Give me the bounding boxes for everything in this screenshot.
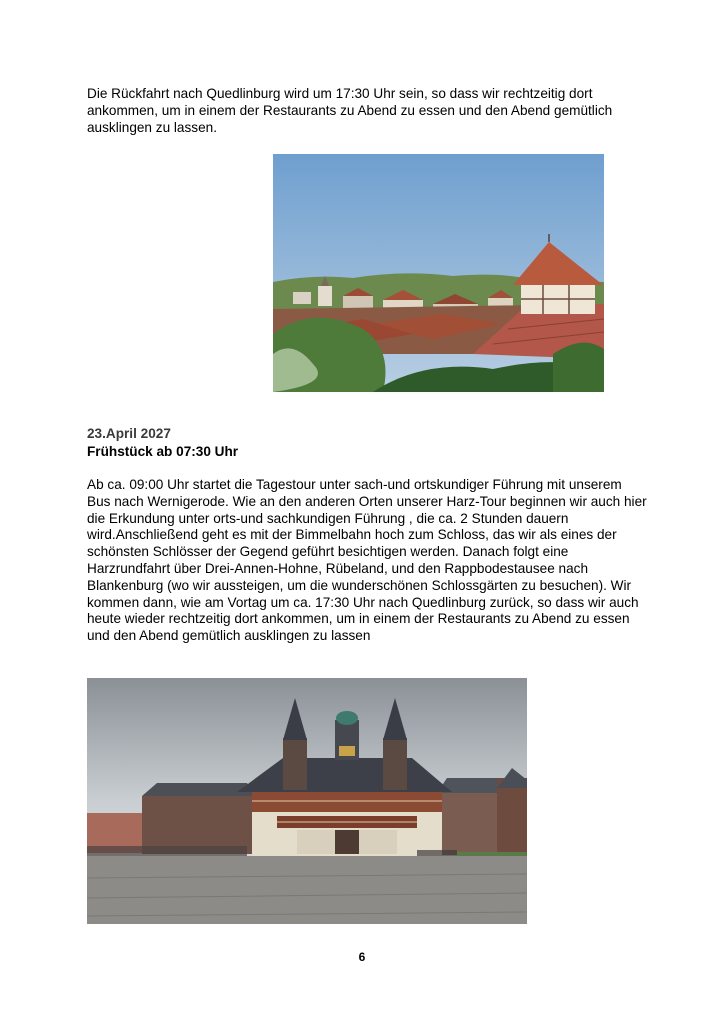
town-view-illustration	[273, 154, 604, 392]
intro-paragraph: Die Rückfahrt nach Quedlinburg wird um 17:30 Uhr sein, so dass wir rechtzeitig dort ankommen, um in einem der Restaurants zu Abend zu essen und den Abend gemütlich ausklingen zu lassen.	[87, 86, 613, 135]
page-number: 6	[358, 950, 366, 964]
wernigerode-town-hall-photo	[87, 678, 527, 924]
breakfast-time-heading: Frühstück ab 07:30 Uhr	[87, 444, 239, 459]
quedlinburg-rooftops-photo	[273, 154, 604, 392]
day-tour-paragraph: Ab ca. 09:00 Uhr startet die Tagestour unter sach-und ortskundiger Führung mit unserem Bus nach Wernigerode. Wie an den anderen Orten unserer Harz-Tour beginnen wir auch hier die Erkundung unter orts-und sachkundigen Führung , die ca. 2 Stunden dauern wird.Anschließend geht es mit der Bimmelbahn hoch zum Schloss, das wir als eines der schönsten Schlösser der Gegend geführt besichtigen werden. Danach folgt eine Harzrundfahrt über Drei-Annen-Hohne, Rübeland, und den Rappbodestausee nach Blankenburg (wo wir aussteigen, um die wunderschönen Schlossgärten zu besuchen). Wir kommen dann, wie am Vortag um ca. 17:30 Uhr nach Quedlinburg zurück, so dass wir auch heute wieder rechtzeitig dort ankommen, um in einem der Restaurants zu Abend zu essen und den Abend gemütlich ausklingen zu lassen	[87, 477, 647, 644]
section-date-heading: 23.April 2027	[87, 426, 171, 441]
town-hall-illustration	[87, 678, 527, 924]
